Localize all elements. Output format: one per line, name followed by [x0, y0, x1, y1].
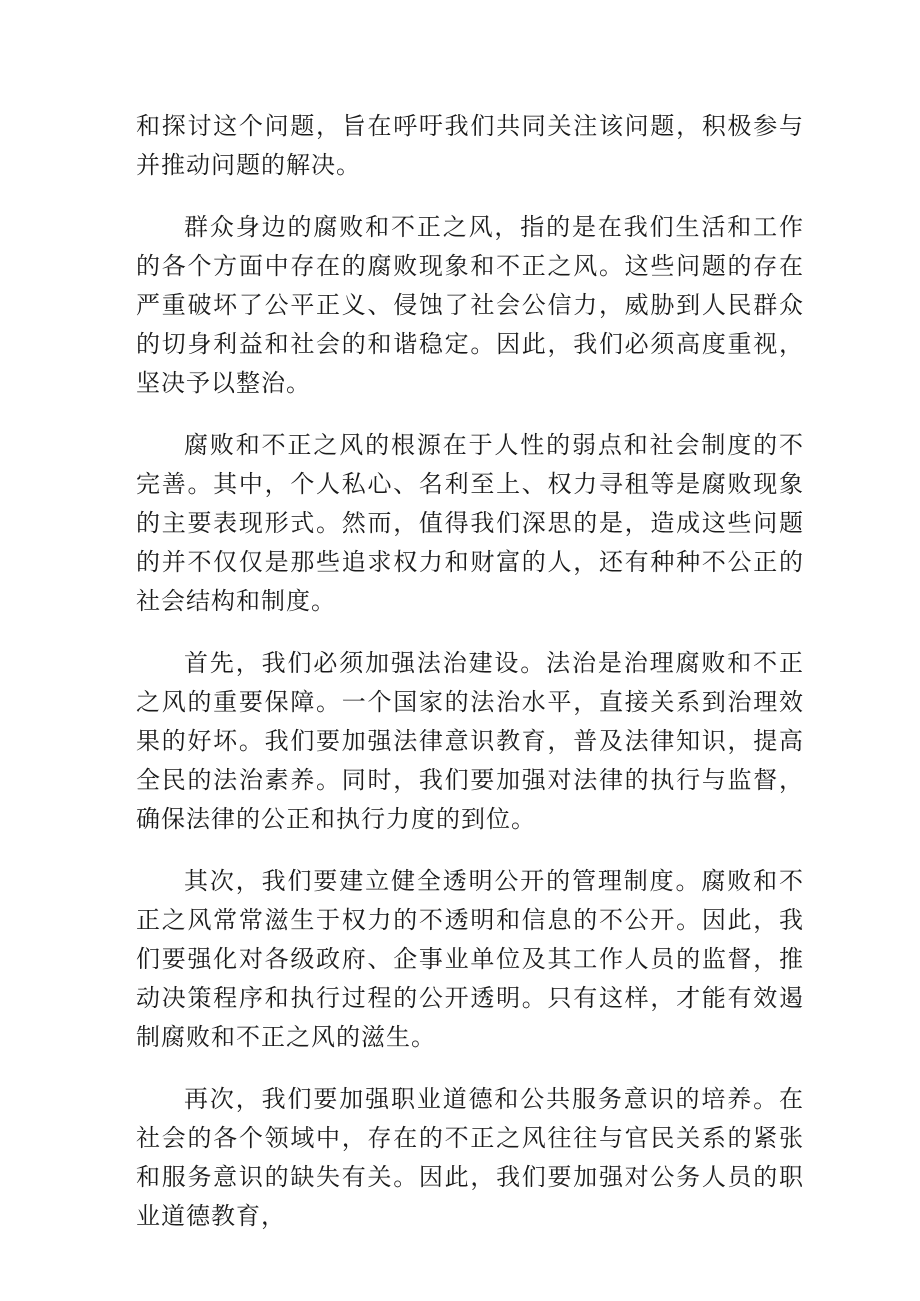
- paragraph: 群众身边的腐败和不正之风，指的是在我们生活和工作的各个方面中存在的腐败现象和不正之风。这些问题的存在严重破坏了公平正义、侵蚀了社会公信力，威胁到人民群众的切身利益和社会的和谐稳定。因此，我们必须高度重视，坚决予以整治。: [136, 213, 804, 397]
- paragraph: 其次，我们要建立健全透明公开的管理制度。腐败和不正之风常常滋生于权力的不透明和信息的不公开。因此，我们要强化对各级政府、企事业单位及其工作人员的监督，推动决策程序和执行过程的公开透明。只有这样，才能有效遏制腐败和不正之风的滋生。: [136, 867, 804, 1051]
- paragraph: 再次，我们要加强职业道德和公共服务意识的培养。在社会的各个领域中，存在的不正之风往往与官民关系的紧张和服务意识的缺失有关。因此，我们要加强对公务人员的职业道德教育，: [136, 1085, 804, 1230]
- paragraph-continued: 和探讨这个问题，旨在呼吁我们共同关注该问题，积极参与并推动问题的解决。: [136, 112, 804, 179]
- paragraph: 首先，我们必须加强法治建设。法治是治理腐败和不正之风的重要保障。一个国家的法治水平，直接关系到治理效果的好坏。我们要加强法律意识教育，普及法律知识，提高全民的法治素养。同时，我们要加强对法律的执行与监督，确保法律的公正和执行力度的到位。: [136, 649, 804, 833]
- paragraph: 腐败和不正之风的根源在于人性的弱点和社会制度的不完善。其中，个人私心、名利至上、权力寻租等是腐败现象的主要表现形式。然而，值得我们深思的是，造成这些问题的并不仅仅是那些追求权力和财富的人，还有种种不公正的社会结构和制度。: [136, 431, 804, 615]
- document-body: [136, 107, 804, 1259]
